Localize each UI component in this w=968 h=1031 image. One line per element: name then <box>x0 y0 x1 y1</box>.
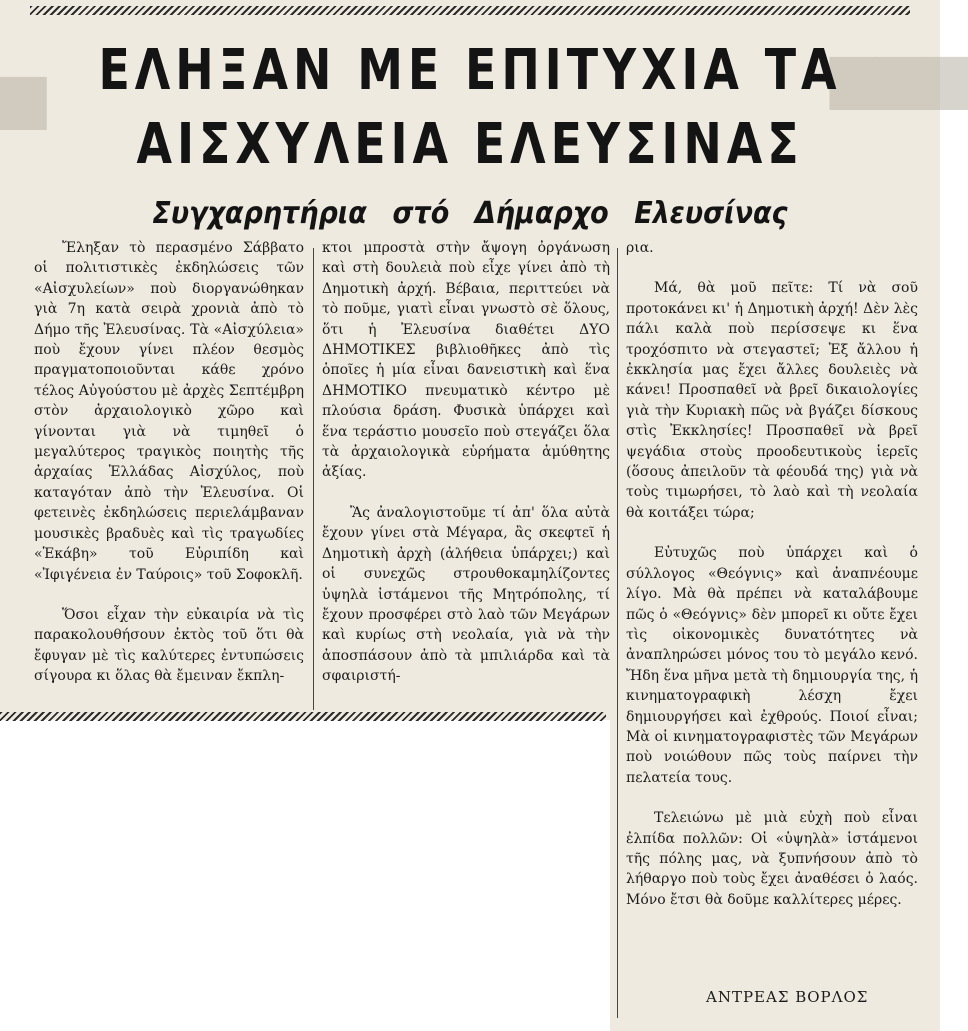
article-column-2 <box>322 238 610 687</box>
subheadline: Συγχαρητήρια στό Δήμαρχο Ελευσίνας <box>152 196 788 231</box>
bottom-border-rule <box>0 712 606 721</box>
paragraph: Ὅσοι εἶχαν τὴν εὐκαιρία νὰ τὶς παρακολουθήσουν ἐκτὸς τοῦ ὅτι θὰ ἔφυγαν μὲ τὶς καλύτερες ἐντυπώσεις σίγουρα κι ὅλας θὰ ἔμειναν ἔκπλη- <box>34 606 304 685</box>
paragraph: Μά, θὰ μοῦ πεῖτε: Τί νὰ σοῦ προτοκάνει κι' ἡ Δημοτικὴ ἀρχή! Δὲν λὲς πάλι καλὰ ποὺ περίσσεψε κι ἕνα τροχόσπιτο νὰ στεγαστεῖ; Ἐξ ἄλλου ἡ ἐκκλησία μας ἔχει ἄλλες δουλειὲς νὰ κάνει! Προσπαθεῖ νὰ βρεῖ δικαιολογίες γιὰ τὴν Κυριακὴ πῶς νὰ βγάζει δίσκους στὶς Ἐκκλησίες! Προσπαθεῖ νὰ βρεῖ ψεγάδια στοὺς προοδευτικοὺς ἱερεῖς (ὅσους ἀπειλοῦν τὰ φέουδά της) γιὰ νὰ τοὺς τιμωρήσει, τὸ λαὸ καὶ τὴ νεολαία θὰ κοιτάξει τώρα; <box>626 280 918 521</box>
paragraph: Ἔληξαν τὸ περασμένο Σάββατο οἱ πολιτιστικὲς ἐκδηλώσεις τῶν «Αἰσχυλείων» ποὺ διοργανώθηκαν γιὰ 7η κατὰ σειρὰ χρονιὰ ἀπὸ τὸ Δήμο τῆς Ἐλευσίνας. Τὰ «Αἰσχύλεια» ποὺ ἔχουν γίνει πλέον θεσμὸς πραγματοποιοῦνται κάθε χρόνο τέλος Αὐγούστου μὲ ἀρχὲς Σεπτέμβρη στὸν ἀρχαιολογικὸ χῶρο καὶ γίνονται γιὰ νὰ τιμηθεῖ ὁ μεγαλύτερος τραγικὸς ποιητὴς τῆς ἀρχαίας Ἑλλάδας Αἰσχύλος, ποὺ καταγόταν ἀπὸ τὴν Ἐλευσίνα. Οἱ φετεινὲς ἐκδηλώσεις περιελάμβαναν μουσικὲς βραδυὲς καὶ τὶς τραγωδίες «Ἑκάβη» τοῦ Εὐριπίδη καὶ «Ἰφιγένεια ἐν Ταύροις» τοῦ Σοφοκλῆ. <box>34 240 304 583</box>
author-signature: ΑΝΤΡΕΑΣ ΒΟΡΛΟΣ <box>706 988 869 1006</box>
article-column-3 <box>626 238 918 910</box>
bleed-through-shape: ▆▆▆ <box>830 40 968 110</box>
paragraph: Εὐτυχῶς ποὺ ὑπάρχει καὶ ὁ σύλλογος «Θεόγνις» καὶ ἀναπνέουμε λίγο. Μὰ θὰ πρέπει νὰ καταλάβουμε πῶς ὁ «Θεόγνις» δὲν μπορεῖ κι οὔτε ἔχει τὶς οἰκονομικὲς δυνατότητες νὰ ἀναπληρώσει μόνος του τὸ μεγάλο κενό. Ἤδη ἕνα μῆνα μετὰ τὴ δημιουργία της, ἡ κινηματογραφικὴ λέσχη ἔχει δημιουργήσει καὶ ἐχθρούς. Ποιοί εἶναι; Μὰ οἱ κινηματογραφιστὲς τῶν Μεγάρων ποὺ νοιώθουν πῶς τοὺς παίρνει τὴν πελατεία τους. <box>626 545 918 786</box>
top-border-rule <box>30 6 910 15</box>
column-divider <box>313 248 314 710</box>
paragraph: ρια. <box>626 240 654 256</box>
column-divider <box>617 248 618 1018</box>
headline-line-1: ΕΛΗΞΑΝ ΜΕ ΕΠΙΤΥΧΙΑ ΤΑ <box>98 38 842 103</box>
headline-line-2: ΑΙΣΧΥΛΕΙΑ ΕΛΕΥΣΙΝΑΣ <box>136 112 804 177</box>
paragraph: Ἂς ἀναλογιστοῦμε τί ἀπ' ὅλα αὐτὰ ἔχουν γίνει στὰ Μέγαρα, ἂς σκεφτεῖ ἡ Δημοτικὴ ἀρχὴ (ἀλήθεια ὑπάρχει;) καὶ οἱ συνεχῶς στρουθοκαμηλίζοντες ὑψηλὰ ἱστάμενοι τῆς Μητρόπολης, τί ἔχουν προσφέρει στὸ λαὸ τῶν Μεγάρων καὶ κυρίως στὴ νεολαία, γιὰ νὰ τὴν ἀποσπάσουν ἀπὸ τὰ μπιλιάρδα καὶ τὰ σφαιριστή- <box>322 504 610 685</box>
paragraph: κτοι μπροστὰ στὴν ἄψογη ὀργάνωση καὶ στὴ δουλειὰ ποὺ εἶχε γίνει ἀπὸ τὴ Δημοτικὴ ἀρχή. Βέβαια, περιττεύει νὰ τὸ ποῦμε, γιατὶ εἶναι γνωστὸ σὲ ὅλους, ὅτι ἡ Ἐλευσίνα διαθέτει ΔΥΟ ΔΗΜΟΤΙΚΕΣ βιβλιοθῆκες ἀπὸ τὶς ὁποῖες ἡ μία εἶναι δανειστικὴ καὶ ἕνα ΔΗΜΟΤΙΚΟ πνευματικὸ κέντρο μὲ πλούσια δράση. Φυσικὰ ὑπάρχει καὶ ἕνα τεράστιο μουσεῖο ποὺ στεγάζει ὅλα τὰ ἀρχαιολογικὰ εὑρήματα ἀμύθητης ἀξίας. <box>322 240 610 481</box>
article-column-1 <box>34 238 304 687</box>
paragraph: Τελειώνω μὲ μιὰ εὐχὴ ποὺ εἶναι ἐλπίδα πολλῶν: Οἱ «ὑψηλὰ» ἱστάμενοι τῆς πόλης μας, νὰ ξυπνήσουν ἀπὸ τὸ λήθαργο ποὺ τοὺς ἔχει ἀναθέσει ὁ λαός. Μόνο ἔτσι θὰ δοῦμε καλλίτερες μέρες. <box>626 810 918 908</box>
bleed-through-shape: ▆ <box>0 60 47 130</box>
